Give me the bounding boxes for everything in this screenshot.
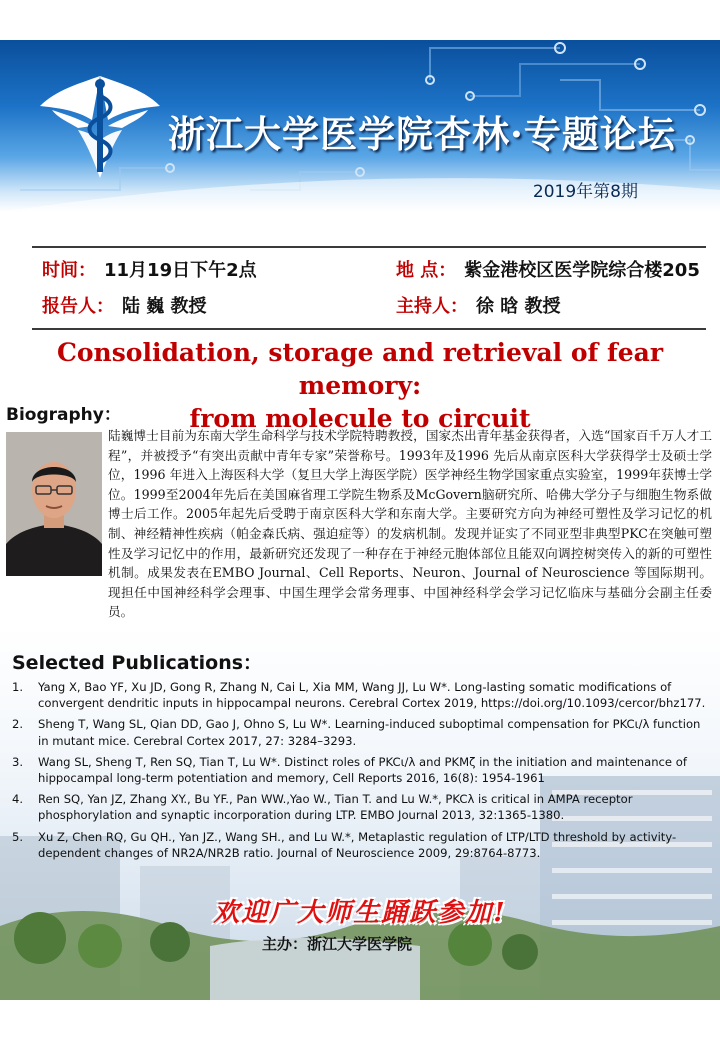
publication-list <box>12 679 708 866</box>
publication-text: Yang X, Bao YF, Xu JD, Gong R, Zhang N, Cai L, Xia MM, Wang JJ, Lu W*. Long-lasting somatic modifications of convergent dendritic inputs in hippocampal neurons. Cerebral Cortex 2019, https://doi.org/10.1093/cercor/bhz177. <box>38 680 706 711</box>
publication-number: 5. <box>12 829 24 844</box>
caduceus-logo-icon <box>38 70 162 182</box>
talk-title-line-2: from molecule to circuit <box>189 404 531 433</box>
publication-number: 3. <box>12 754 24 769</box>
biography-heading: Biography： <box>6 405 121 425</box>
publication-text: Sheng T, Wang SL, Qian DD, Gao J, Ohno S, Lu W*. Learning-induced suboptimal compensation for PKCι/λ function in mutant mice. Cerebral Cortex 2017, 27: 3284–3293. <box>38 717 701 748</box>
publications-heading: Selected Publications： <box>12 652 263 674</box>
time-label: 时间： <box>42 260 96 281</box>
time-value: 11月19日下午2点 <box>104 260 257 281</box>
publication-item <box>12 791 708 823</box>
biography-text: 陆巍博士目前为东南大学生命科学与技术学院特聘教授，国家杰出青年基金获得者，入选“国家百千万人才工程”，并被授予“有突出贡献中青年专家”荣誉称号。1993年及1996 先后从南京医科大学获得学士及硕士学位，1996 年进入上海医科大学（复旦大学上海医学院）医学神经生物学国家重点实验室，1999年获博士学位。1999至2004年先后在美国麻省理工学院生物系及McGovern脑研究所、哈佛大学分子与细胞生物系做博士后工作。2005年起先后受聘于南京医科大学和东南大学。主要研究方向为神经可塑性及学习记忆的机制、神经精神性疾病（帕金森氏病、强迫症等）的发病机制。发现并证实了不同亚型非典型PKC在突触可塑性及学习记忆中的作用，最新研究还发现了一种存在于神经元胞体部位且能双向调控树突传入的新的可塑性机制。成果发表在EMBO Journal、Cell Reports、Neuron、Journal of Neuroscience 等国际期刊。现担任中国神经科学会理事、中国生理学会常务理事、中国神经科学会学习记忆临床与基础分会副主任委员。 <box>108 428 712 620</box>
publication-item <box>12 716 708 748</box>
host-value: 徐 晗 教授 <box>476 296 561 317</box>
publication-text: Ren SQ, Yan JZ, Zhang XY., Bu YF., Pan WW.,Yao W., Tian T. and Lu W.*, PKCλ is critical in AMPA receptor phosphorylation and synaptic incorporation during LTP. EMBO Journal 2013, 32:1365-1380. <box>38 792 633 823</box>
publication-number: 2. <box>12 717 24 732</box>
speaker-portrait-icon <box>6 432 102 576</box>
publication-item <box>12 679 708 711</box>
forum-title: 浙江大学医学院杏林·专题论坛 <box>168 112 676 156</box>
talk-title-line-1: Consolidation, storage and retrieval of fear memory: <box>56 338 664 400</box>
issue-number: 2019年第8期 <box>532 182 638 202</box>
event-info-box <box>32 246 706 330</box>
host-row <box>396 292 561 318</box>
publication-text: Xu Z, Chen RQ, Gu QH., Yan JZ., Wang SH., and Lu W.*, Metaplastic regulation of LTP/LTD threshold by activity-dependent changes of NR2A/NR2B ratio. Journal of Neuroscience 2009, 29:8764-8773. <box>38 829 677 860</box>
place-row <box>396 256 700 282</box>
publication-item <box>12 829 708 861</box>
poster <box>0 40 720 1000</box>
publication-text: Wang SL, Sheng T, Ren SQ, Tian T, Lu W*. Distinct roles of PKCι/λ and PKMζ in the initiation and maintenance of hippocampal long-term potentiation and memory, Cell Reports 2016, 16(8): 1954-1961 <box>38 754 687 786</box>
publication-number: 1. <box>12 680 24 694</box>
place-label: 地 点： <box>396 260 457 281</box>
speaker-label: 报告人： <box>42 296 114 317</box>
time-row <box>42 256 257 282</box>
host-label: 主持人： <box>396 296 468 317</box>
publication-number: 4. <box>12 792 24 807</box>
organizer: 主办：浙江大学医学院 <box>262 935 413 953</box>
speaker-value: 陆 巍 教授 <box>122 296 207 317</box>
speaker-row <box>42 292 207 318</box>
place-value: 紫金港校区医学院综合楼205 <box>464 260 700 281</box>
welcome-message: 欢迎广大师生踊跃参加! <box>213 898 507 928</box>
speaker-photo <box>6 432 102 576</box>
header-banner <box>0 40 720 212</box>
publication-item <box>12 754 708 786</box>
